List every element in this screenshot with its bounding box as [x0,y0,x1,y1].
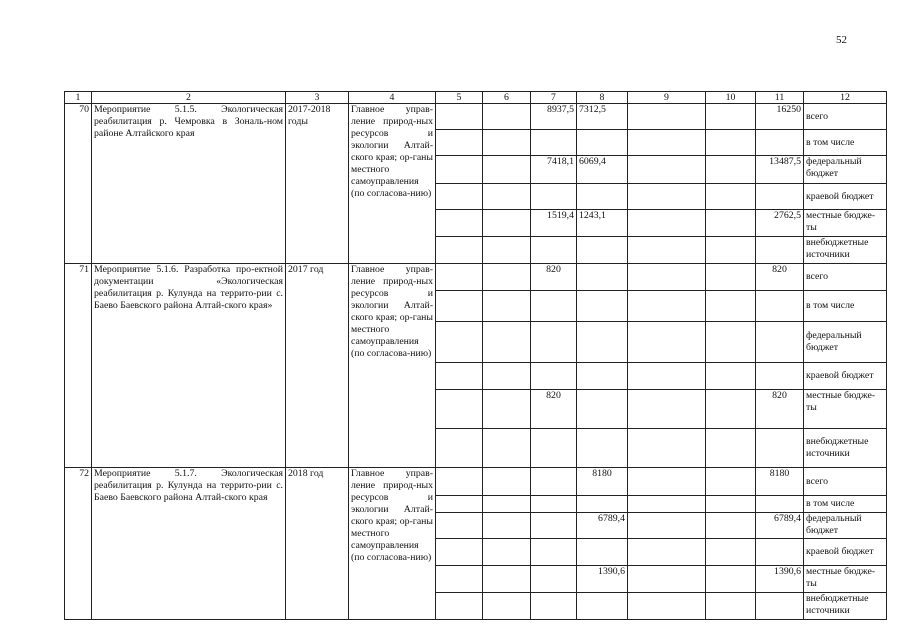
value-cell [756,363,804,390]
cell [628,566,706,593]
value-cell [756,184,804,210]
cell [483,513,531,539]
item-number: 70 [65,104,92,264]
item-number: 72 [65,468,92,620]
value-cell: 2762,5 [756,210,804,237]
cell [706,237,756,264]
value-cell: 6789,4 [577,513,628,539]
item-period: 2017-2018 годы [286,104,349,264]
cell [628,429,706,468]
cell [706,468,756,496]
cell [483,210,531,237]
cell [706,322,756,363]
cell [628,513,706,539]
value-cell [577,322,628,363]
cell [436,237,483,264]
funding-source: местные бюдже-ты [804,566,887,593]
cell [483,104,531,130]
cell [628,322,706,363]
cell [483,363,531,390]
value-cell [756,130,804,156]
value-cell: 820 [531,390,577,429]
cell [706,210,756,237]
value-cell [756,496,804,513]
cell [483,264,531,291]
value-cell [577,291,628,322]
value-cell: 7312,5 [577,104,628,130]
value-cell: 8180 [756,468,804,496]
cell [628,468,706,496]
cell [706,390,756,429]
value-cell [577,429,628,468]
funding-source: всего [804,104,887,130]
value-cell [756,539,804,566]
item-name: Мероприятие 5.1.7. Экологическая реабилитация р. Кулунда на террито-рии с. Баево Баевского района Алтай-ского края [92,468,286,620]
item-period: 2017 год [286,264,349,468]
value-cell [531,496,577,513]
header-col-7: 7 [531,92,577,104]
value-cell [531,513,577,539]
value-cell [531,429,577,468]
funding-source: внебюджетные источники [804,593,887,620]
value-cell: 6789,4 [756,513,804,539]
cell [628,593,706,620]
header-col-2: 2 [92,92,286,104]
value-cell: 7418,1 [531,156,577,184]
cell [436,322,483,363]
funding-source: федеральный бюджет [804,513,887,539]
value-cell: 820 [756,390,804,429]
value-cell [531,237,577,264]
value-cell [577,264,628,291]
page-number: 52 [836,34,847,46]
cell [706,593,756,620]
cell [483,237,531,264]
value-cell [531,291,577,322]
cell [483,184,531,210]
cell [436,264,483,291]
cell [628,539,706,566]
cell [628,104,706,130]
value-cell [577,390,628,429]
budget-table [64,91,887,620]
funding-source: федеральный бюджет [804,156,887,184]
cell [436,429,483,468]
value-cell [577,130,628,156]
cell [436,593,483,620]
funding-source: всего [804,264,887,291]
cell [436,468,483,496]
value-cell [577,184,628,210]
cell [628,237,706,264]
cell [628,264,706,291]
header-col-10: 10 [706,92,756,104]
cell [706,496,756,513]
value-cell [531,468,577,496]
cell [483,468,531,496]
cell [436,156,483,184]
header-col-8: 8 [577,92,628,104]
cell [483,429,531,468]
value-cell [531,566,577,593]
table-row [65,264,887,291]
cell [706,291,756,322]
value-cell [577,496,628,513]
cell [483,496,531,513]
cell [483,390,531,429]
budget-table-container [64,91,876,622]
cell [436,184,483,210]
cell [628,210,706,237]
header-col-12: 12 [804,92,887,104]
funding-source: местные бюдже-ты [804,390,887,429]
cell [706,363,756,390]
value-cell: 820 [531,264,577,291]
value-cell [756,237,804,264]
cell [436,104,483,130]
cell [628,156,706,184]
value-cell: 820 [756,264,804,291]
cell [628,291,706,322]
cell [706,104,756,130]
cell [483,566,531,593]
value-cell [756,291,804,322]
cell [706,184,756,210]
value-cell [756,593,804,620]
value-cell [577,539,628,566]
cell [483,291,531,322]
header-col-5: 5 [436,92,483,104]
value-cell: 1390,6 [577,566,628,593]
value-cell: 16250 [756,104,804,130]
cell [706,156,756,184]
value-cell [531,130,577,156]
value-cell [531,593,577,620]
cell [706,539,756,566]
value-cell: 8937,5 [531,104,577,130]
value-cell [577,237,628,264]
funding-source: в том числе [804,291,887,322]
cell [628,130,706,156]
cell [706,513,756,539]
cell [706,429,756,468]
cell [436,210,483,237]
cell [483,156,531,184]
header-col-9: 9 [628,92,706,104]
cell [706,130,756,156]
cell [436,513,483,539]
header-col-4: 4 [349,92,436,104]
item-name: Мероприятие 5.1.5. Экологическая реабилитация р. Чемровка в Зональ-ном районе Алтайского края [92,104,286,264]
funding-source: краевой бюджет [804,539,887,566]
item-responsible: Главное управ-ление природ-ных ресурсов и экологии Алтай-ского края; ор-ганы местного самоуправления (по согласова-нию) [349,104,436,264]
cell [483,130,531,156]
funding-source: федеральный бюджет [804,322,887,363]
header-row [65,92,887,104]
funding-source: в том числе [804,130,887,156]
item-period: 2018 год [286,468,349,620]
table-row [65,468,887,496]
value-cell: 1519,4 [531,210,577,237]
value-cell: 13487,5 [756,156,804,184]
cell [436,291,483,322]
cell [436,496,483,513]
value-cell [577,363,628,390]
funding-source: местные бюдже-ты [804,210,887,237]
cell [483,593,531,620]
header-col-11: 11 [756,92,804,104]
item-number: 71 [65,264,92,468]
cell [483,322,531,363]
funding-source: внебюджетные источники [804,429,887,468]
cell [436,566,483,593]
value-cell [531,363,577,390]
value-cell [756,322,804,363]
value-cell: 6069,4 [577,156,628,184]
item-name: Мероприятие 5.1.6. Разработка про-ектной документации «Экологическая реабилитация р. Кулунда на террито-рии с. Баево Баевского района Алтай-ского края» [92,264,286,468]
cell [436,130,483,156]
cell [436,390,483,429]
value-cell: 1243,1 [577,210,628,237]
header-col-3: 3 [286,92,349,104]
funding-source: краевой бюджет [804,184,887,210]
header-col-1: 1 [65,92,92,104]
cell [628,390,706,429]
value-cell [756,429,804,468]
value-cell: 1390,6 [756,566,804,593]
value-cell [531,184,577,210]
cell [628,363,706,390]
cell [628,184,706,210]
value-cell [577,593,628,620]
funding-source: внебюджетные источники [804,237,887,264]
value-cell: 8180 [577,468,628,496]
funding-source: в том числе [804,496,887,513]
funding-source: всего [804,468,887,496]
item-responsible: Главное управ-ление природ-ных ресурсов и экологии Алтай-ского края; ор-ганы местного самоуправления (по согласова-нию) [349,264,436,468]
cell [483,539,531,566]
value-cell [531,539,577,566]
cell [436,539,483,566]
cell [706,264,756,291]
cell [706,566,756,593]
cell [436,363,483,390]
header-col-6: 6 [483,92,531,104]
item-responsible: Главное управ-ление природ-ных ресурсов и экологии Алтай-ского края; ор-ганы местного самоуправления (по согласова-нию) [349,468,436,620]
table-row [65,104,887,130]
funding-source: краевой бюджет [804,363,887,390]
cell [628,496,706,513]
value-cell [531,322,577,363]
